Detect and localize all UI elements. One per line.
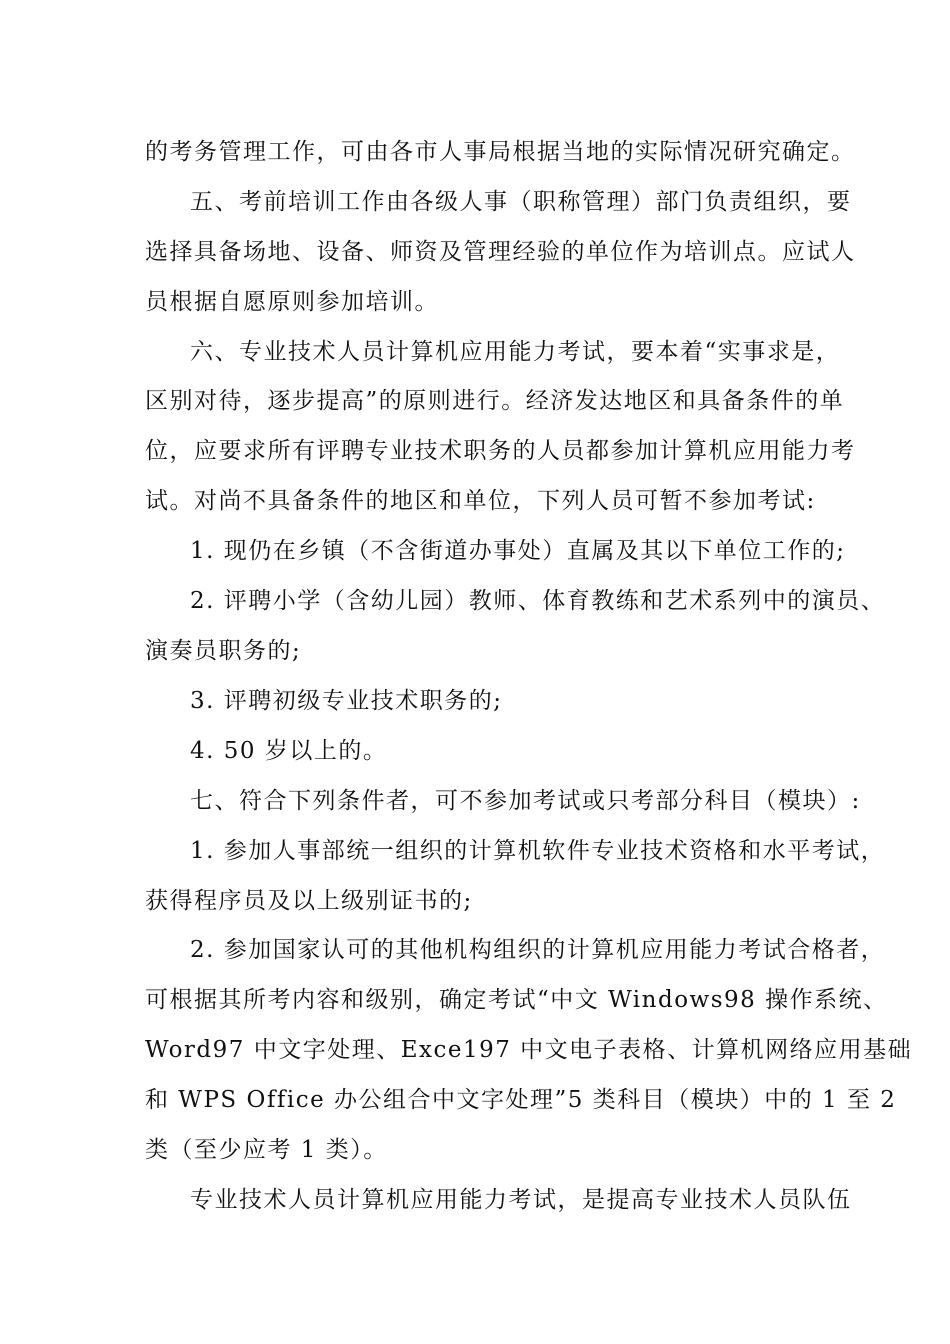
paragraph-line: 专业技术人员计算机应用能力考试，是提高专业技术人员队伍: [190, 1187, 852, 1213]
list-item-line: 2. 评聘小学（含幼儿园）教师、体育教练和艺术系列中的演员、: [190, 588, 886, 614]
paragraph-line: 获得程序员及以上级别证书的;: [145, 888, 473, 914]
paragraph-line: 演奏员职务的;: [145, 638, 302, 664]
list-item-line: 1. 参加人事部统一组织的计算机软件专业技术资格和水平考试，: [190, 838, 886, 864]
paragraph-line: 类（至少应考 1 类）。: [145, 1137, 388, 1163]
list-item-line: 2. 参加国家认可的其他机构组织的计算机应用能力考试合格者，: [190, 937, 886, 963]
list-item-line: 4. 50 岁以上的。: [190, 738, 388, 764]
paragraph-line: 试。对尚不具备条件的地区和单位，下列人员可暂不参加考试:: [145, 488, 816, 514]
paragraph-line: 和 WPS Office 办公组合中文字处理”5 类科目（模块）中的 1 至 2: [145, 1087, 897, 1113]
paragraph-line: 区别对待，逐步提高”的原则进行。经济发达地区和具备条件的单: [145, 388, 845, 414]
paragraph-line: 选择具备场地、设备、师资及管理经验的单位作为培训点。应试人: [145, 239, 856, 265]
section-six-heading-line: 六、专业技术人员计算机应用能力考试，要本着“实事求是，: [190, 339, 841, 365]
paragraph-line: 可根据其所考内容和级别，确定考试“中文 Windows98 操作系统、: [145, 987, 888, 1013]
section-seven-heading-line: 七、符合下列条件者，可不参加考试或只考部分科目（模块）:: [190, 788, 861, 814]
list-item-line: 3. 评聘初级专业技术职务的;: [190, 688, 503, 714]
list-item-line: 1. 现仍在乡镇（不含街道办事处）直属及其以下单位工作的;: [190, 538, 846, 564]
section-five-heading-line: 五、考前培训工作由各级人事（职称管理）部门负责组织，要: [190, 189, 852, 215]
paragraph-line: 员根据自愿原则参加培训。: [145, 289, 439, 315]
paragraph-line: 位，应要求所有评聘专业技术职务的人员都参加计算机应用能力考: [145, 438, 856, 464]
paragraph-line: 的考务管理工作，可由各市人事局根据当地的实际情况研究确定。: [145, 139, 856, 165]
paragraph-line: Word97 中文字处理、Exce197 中文电子表格、计算机网络应用基础: [145, 1037, 913, 1063]
